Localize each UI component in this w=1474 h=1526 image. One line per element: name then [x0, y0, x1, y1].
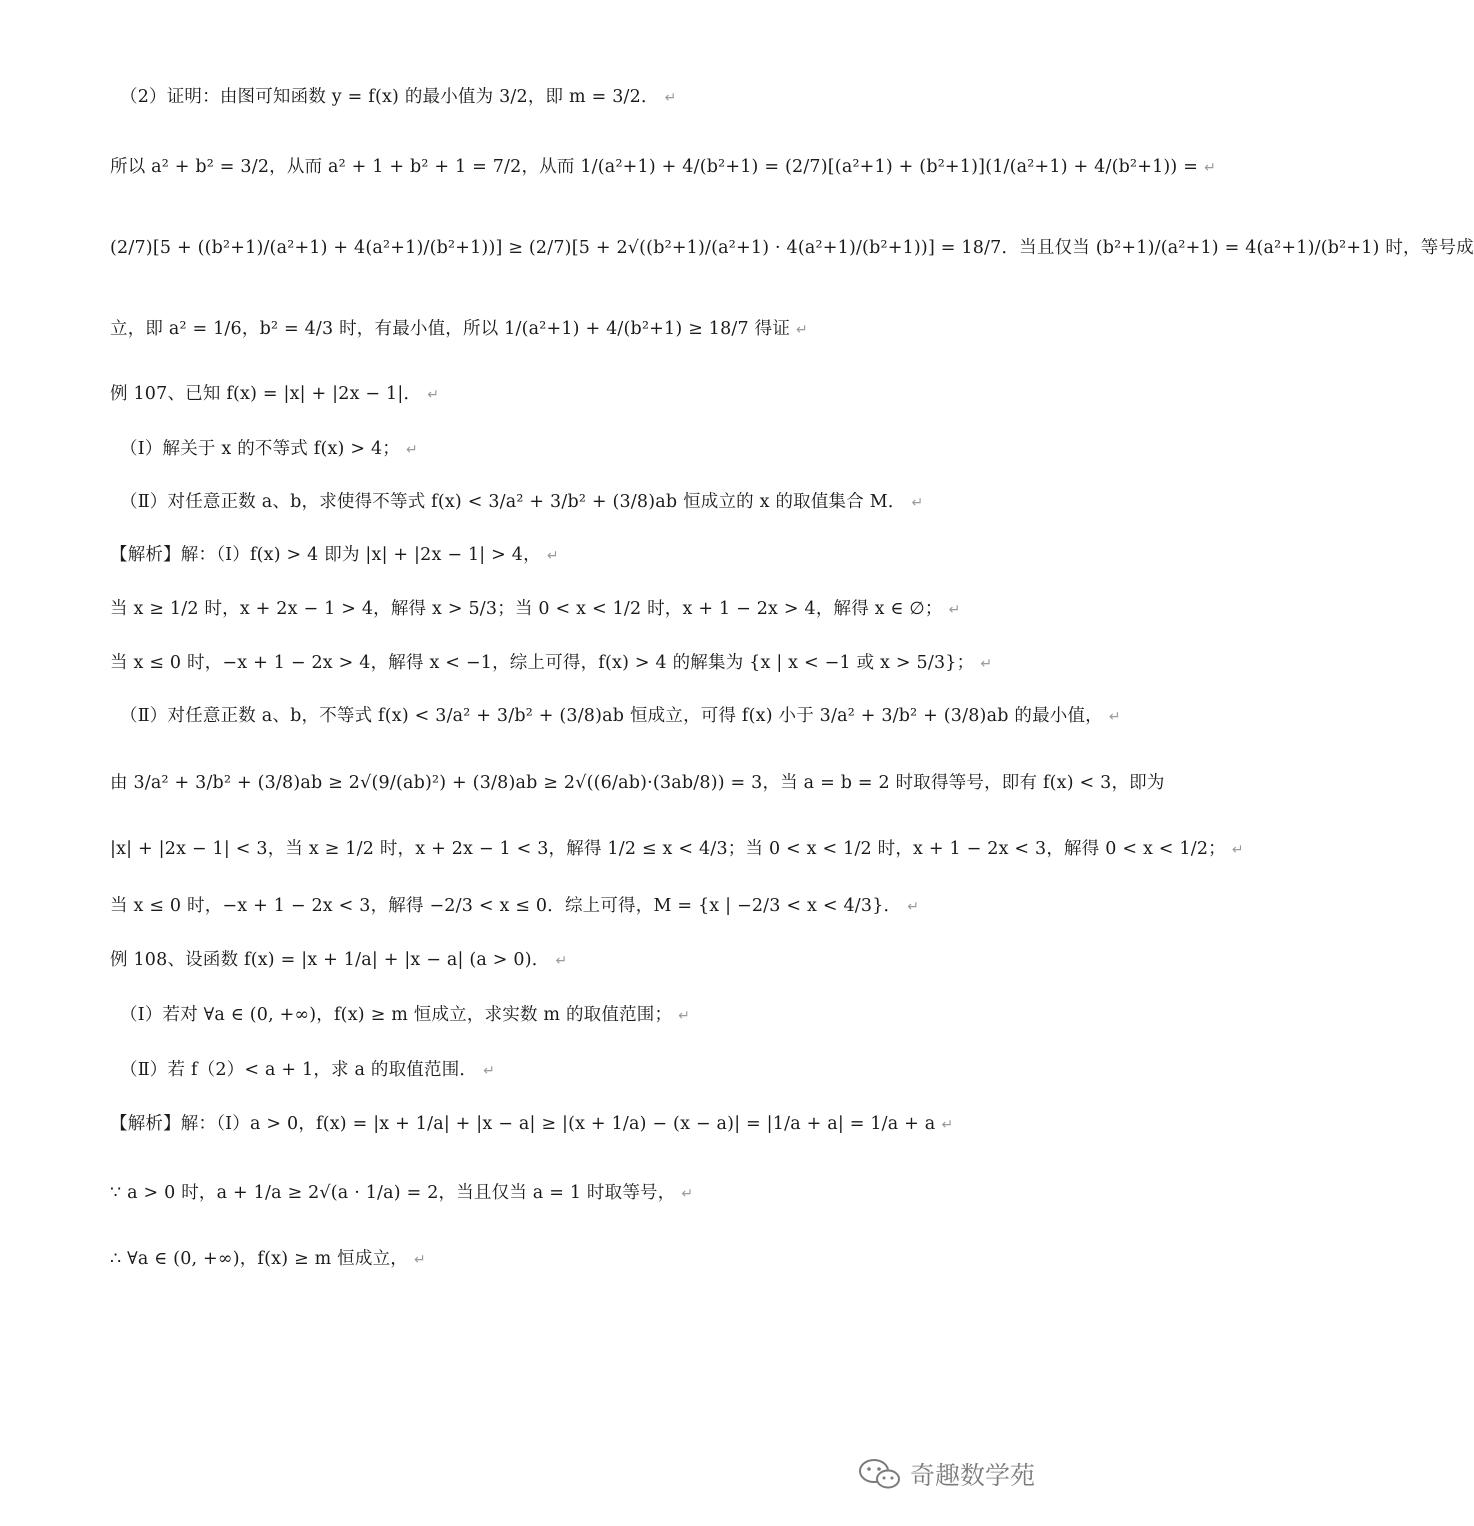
return-mark-icon: ↵	[1204, 160, 1217, 176]
text-line: 【解析】解：（Ⅰ）a > 0，f(x) = |x + 1/a| + |x − a| ≥ |(x + 1/a) − (x − a)| = |1/a + a| = 1/a + a ↵	[110, 1114, 954, 1134]
text-line: 当 x ≤ 0 时，−x + 1 − 2x < 3，解得 −2/3 < x ≤ 0．综上可得，M = {x | −2/3 < x < 4/3}． ↵	[110, 896, 920, 916]
return-mark-icon: ↵	[980, 656, 993, 672]
return-mark-icon: ↵	[911, 495, 924, 511]
return-mark-icon: ↵	[796, 322, 808, 338]
return-mark-icon: ↵	[546, 548, 559, 564]
return-mark-icon: ↵	[406, 442, 418, 458]
wechat-icon	[858, 1458, 902, 1490]
text-line: （Ⅱ）若 f（2）< a + 1，求 a 的取值范围． ↵	[120, 1060, 496, 1080]
text-line: 由 3/a² + 3/b² + (3/8)ab ≥ 2√(9/(ab)²) + (3/8)ab ≥ 2√((6/ab)·(3ab/8)) = 3，当 a = b = 2 时取得等号，即有 f(x) < 3，即为	[110, 773, 1165, 793]
return-mark-icon: ↵	[678, 1008, 691, 1024]
return-mark-icon: ↵	[1108, 709, 1121, 725]
text-line: 当 x ≤ 0 时，−x + 1 − 2x > 4，解得 x < −1，综上可得，f(x) > 4 的解集为 {x | x < −1 或 x > 5/3}； ↵	[110, 653, 993, 673]
return-mark-icon: ↵	[483, 1063, 496, 1079]
text-line: 立，即 a² = 1/6，b² = 4/3 时，有最小值，所以 1/(a²+1) + 4/(b²+1) ≥ 18/7 得证 ↵	[110, 319, 808, 339]
return-mark-icon: ↵	[948, 602, 961, 618]
text-line: ∴ ∀a ∈ (0, +∞)，f(x) ≥ m 恒成立， ↵	[110, 1249, 426, 1269]
text-line: （Ⅰ）若对 ∀a ∈ (0, +∞)，f(x) ≥ m 恒成立，求实数 m 的取值范围； ↵	[120, 1005, 691, 1025]
return-mark-icon: ↵	[681, 1186, 694, 1202]
text-line: 当 x ≥ 1/2 时，x + 2x − 1 > 4，解得 x > 5/3；当 0 < x < 1/2 时，x + 1 − 2x > 4，解得 x ∈ ∅； ↵	[110, 599, 961, 619]
text-line: （2）证明：由图可知函数 y = f(x) 的最小值为 3/2，即 m = 3/2． ↵	[120, 87, 677, 107]
return-mark-icon: ↵	[1231, 842, 1244, 858]
text-line: （Ⅰ）解关于 x 的不等式 f(x) > 4； ↵	[120, 439, 418, 459]
text-line: 【解析】解：（Ⅰ）f(x) > 4 即为 |x| + |2x − 1| > 4， ↵	[110, 545, 559, 565]
return-mark-icon: ↵	[907, 899, 920, 915]
text-line: 例 107、已知 f(x) = |x| + |2x − 1|． ↵	[110, 384, 440, 404]
return-mark-icon: ↵	[555, 953, 568, 969]
text-line: |x| + |2x − 1| < 3，当 x ≥ 1/2 时，x + 2x − 1 < 3，解得 1/2 ≤ x < 4/3；当 0 < x < 1/2 时，x + 1 − 2x < 3，解得 0 < x < 1/2； ↵	[110, 839, 1244, 859]
text-line: ∵ a > 0 时，a + 1/a ≥ 2√(a · 1/a) = 2，当且仅当 a = 1 时取等号， ↵	[110, 1183, 694, 1203]
watermark	[858, 1456, 1035, 1492]
return-mark-icon: ↵	[941, 1117, 954, 1133]
return-mark-icon: ↵	[427, 387, 440, 403]
return-mark-icon: ↵	[413, 1252, 426, 1268]
text-line: 所以 a² + b² = 3/2，从而 a² + 1 + b² + 1 = 7/2，从而 1/(a²+1) + 4/(b²+1) = (2/7)[(a²+1) + (b²+1)](1/(a²+1) + 4/(b²+1)) = ↵	[110, 157, 1217, 177]
text-line: 例 108、设函数 f(x) = |x + 1/a| + |x − a| (a > 0)． ↵	[110, 950, 568, 970]
watermark-text: 奇趣数学苑	[910, 1461, 1036, 1490]
text-line: (2/7)[5 + ((b²+1)/(a²+1) + 4(a²+1)/(b²+1))] ≥ (2/7)[5 + 2√((b²+1)/(a²+1) · 4(a²+1)/(b²+1))] = 18/7．当且仅当 (b²+1)/(a²+1) = 4(a²+1)/(b²+1) 时，等号成	[110, 238, 1474, 258]
text-line: （Ⅱ）对任意正数 a、b，求使得不等式 f(x) < 3/a² + 3/b² + (3/8)ab 恒成立的 x 的取值集合 M． ↵	[120, 492, 924, 512]
return-mark-icon: ↵	[664, 90, 677, 106]
text-line: （Ⅱ）对任意正数 a、b，不等式 f(x) < 3/a² + 3/b² + (3/8)ab 恒成立，可得 f(x) 小于 3/a² + 3/b² + (3/8)ab 的最小值， ↵	[120, 706, 1121, 726]
